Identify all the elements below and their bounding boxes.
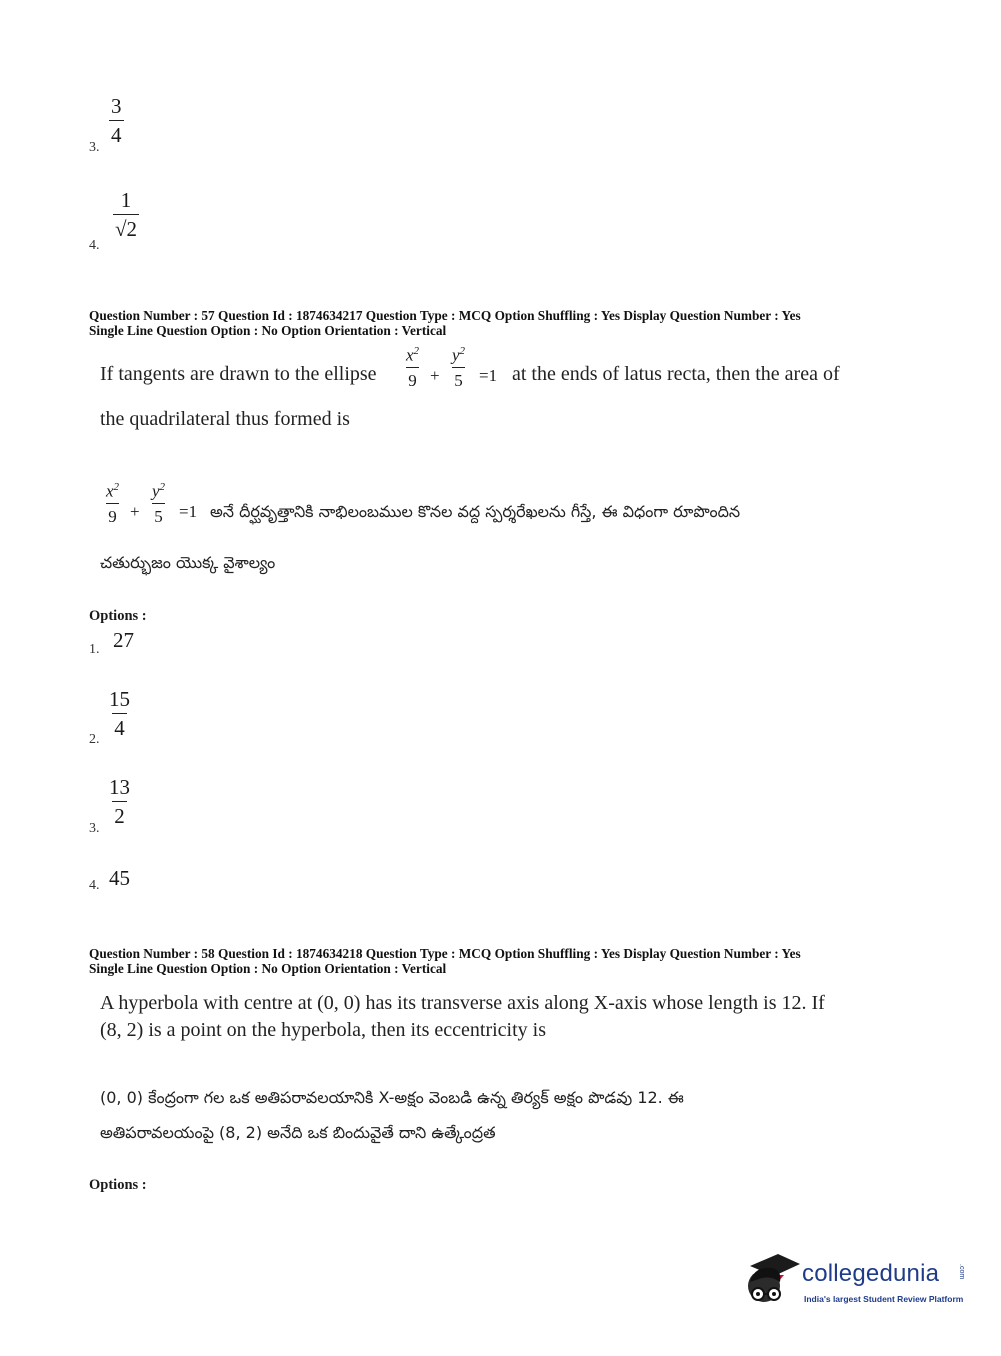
q57-option-1[interactable]	[89, 628, 169, 658]
q58-options-label: Options :	[89, 1177, 147, 1193]
brand-suffix: .com	[958, 1264, 965, 1280]
eq-exp: 2	[113, 481, 120, 493]
q57-telugu-line1: అనే దీర్ఘవృత్తానికి నాభిలంబముల కొనల వద్ద స్పర్శరేఖలను గీస్తే, ఈ విధంగా రూపొందిన	[210, 502, 741, 521]
option-fraction	[107, 689, 132, 739]
q57-options-label: Options :	[89, 608, 147, 624]
eq-exp: 2	[159, 481, 166, 493]
q57-tel-eq-frac-x	[104, 482, 121, 525]
q57-question-english	[100, 344, 900, 404]
q57-telugu-line2: చతుర్భుజం యొక్క వైశాల్యం	[100, 553, 276, 572]
brand-name: collegedunia	[802, 1260, 940, 1287]
collegedunia-logo	[742, 1248, 972, 1310]
q58-meta-line1: Question Number : 58 Question Id : 1874634218 Question Type : MCQ Option Shuffling : Yes Display Question Number : Yes	[89, 946, 801, 961]
eq-var: y	[152, 481, 160, 501]
eq-var: y	[452, 345, 460, 365]
q58-text-line1: A hyperbola with centre at (0, 0) has its transverse axis along X-axis whose length is 12. If	[100, 992, 825, 1014]
option-value: 27	[113, 628, 134, 652]
eq-var: x	[406, 345, 414, 365]
eq-den: 5	[452, 367, 465, 389]
eq-den: 5	[152, 503, 165, 525]
q57-text-pre: If tangents are drawn to the ellipse	[100, 363, 377, 385]
q57-question-telugu	[100, 480, 900, 540]
eq-plus: +	[430, 366, 440, 385]
option-number: 3.	[89, 821, 100, 836]
q58-text-line2: (8, 2) is a point on the hyperbola, then its eccentricity is	[100, 1019, 546, 1041]
numerator: 3	[111, 94, 122, 118]
denominator: √2	[113, 214, 139, 240]
numerator: 15	[109, 687, 130, 711]
brand-tagline: India's largest Student Review Platform	[804, 1294, 964, 1304]
option-number: 4.	[89, 238, 100, 253]
q57-tel-eq-frac-y	[150, 482, 167, 525]
eq-rhs: =1	[479, 366, 498, 385]
denominator: 4	[112, 713, 127, 739]
option-fraction	[109, 96, 124, 146]
q57-meta-line2: Single Line Question Option : No Option Orientation : Vertical	[89, 323, 447, 338]
mascot-icon	[742, 1248, 802, 1310]
option-number: 4.	[89, 878, 100, 893]
eq-den: 9	[406, 367, 419, 389]
q58-telugu-line2: అతిపరావలయంపై (8, 2) అనేది ఒక బిందువైతే దాని ఉత్కేంద్రత	[100, 1123, 496, 1142]
option-fraction	[107, 777, 132, 827]
eq-exp: 2	[413, 345, 420, 357]
eq-var: x	[106, 481, 114, 501]
q57-text-line2: the quadrilateral thus formed is	[100, 408, 350, 430]
q58-telugu-line1: (0, 0) కేంద్రంగా గల ఒక అతిపరావలయానికి X-అక్షం వెంబడి ఉన్న తిర్యక్ అక్షం పొడవు 12. ఈ	[100, 1088, 684, 1107]
q57-text-post: at the ends of latus recta, then the area of	[512, 363, 840, 385]
option-number: 1.	[89, 642, 100, 657]
numerator: 1	[120, 188, 132, 212]
numerator: 13	[109, 775, 130, 799]
q57-eq-frac-x	[404, 346, 421, 389]
option-number: 2.	[89, 732, 100, 747]
q57-option-4[interactable]	[89, 866, 169, 896]
eq-exp: 2	[459, 345, 466, 357]
option-number: 3.	[89, 140, 100, 155]
denominator: 4	[109, 120, 124, 146]
q57-eq-frac-y	[450, 346, 467, 389]
option-fraction	[113, 190, 139, 240]
q58-meta-line2: Single Line Question Option : No Option Orientation : Vertical	[89, 961, 447, 976]
eq-den: 9	[106, 503, 119, 525]
denominator: 2	[112, 801, 127, 827]
q57-option-3[interactable]	[89, 777, 169, 837]
eq-rhs: =1	[179, 502, 198, 521]
eq-plus: +	[130, 502, 140, 521]
q57-meta-line1: Question Number : 57 Question Id : 1874634217 Question Type : MCQ Option Shuffling : Yes Display Question Number : Yes	[89, 308, 801, 323]
q57-option-2[interactable]	[89, 689, 169, 749]
option-value: 45	[109, 866, 130, 890]
